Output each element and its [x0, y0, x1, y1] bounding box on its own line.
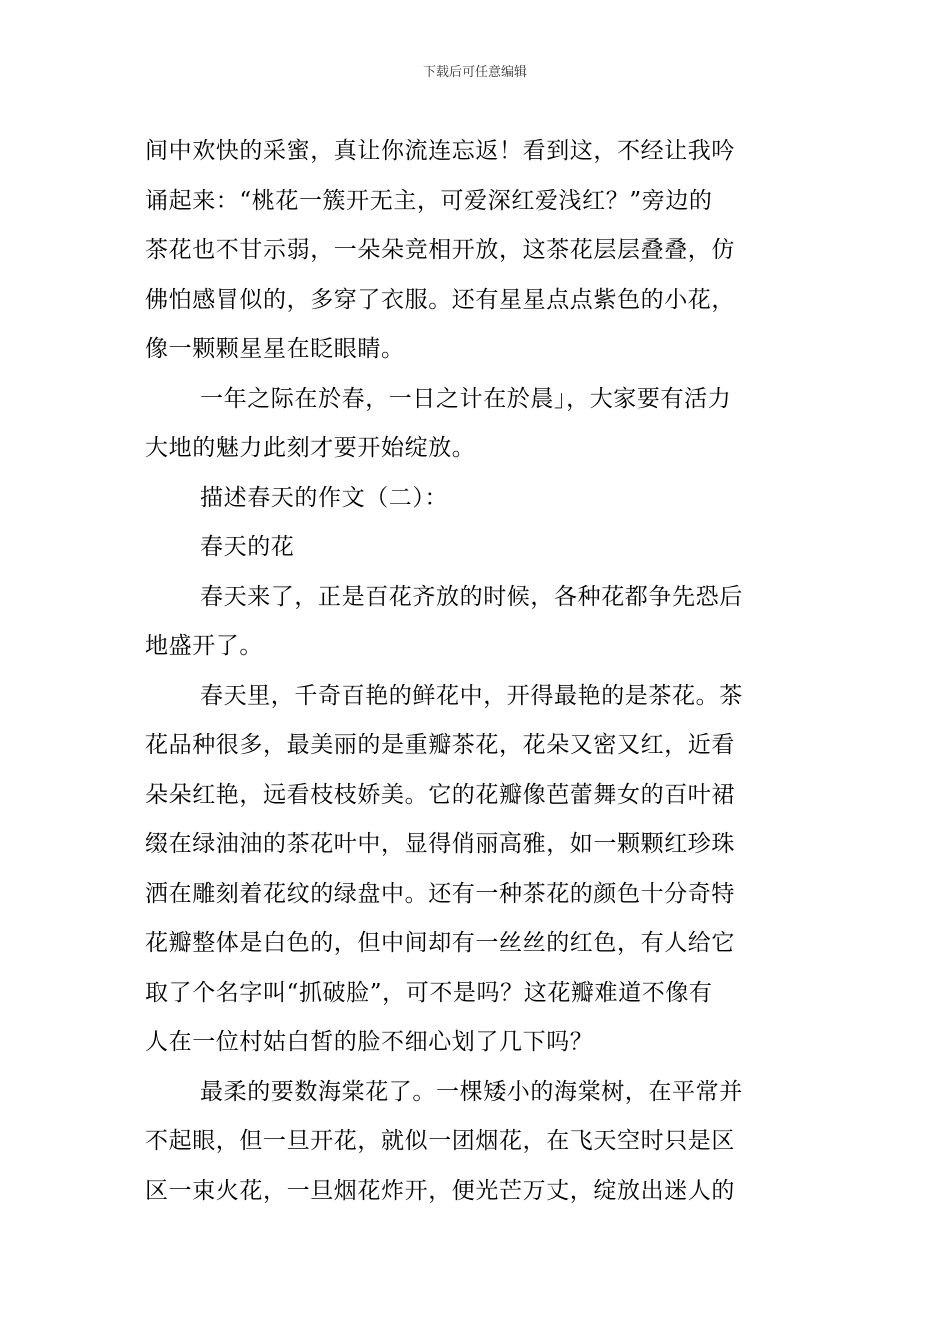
paragraph-5: [145, 1068, 810, 1217]
text-line: 花品种很多，最美丽的是重瓣茶花，花朵又密又红，近看: [145, 732, 735, 758]
text-line: 一年之际在於春，一日之计在於晨」，大家要有活力: [200, 385, 732, 412]
text-line: 取了个名字叫“抓破脸”，可不是吗？这花瓣难道不像有: [145, 979, 713, 1006]
text-line: 佛怕感冒似的，多穿了衣服。还有星星点点紫色的小花，: [145, 286, 735, 313]
section-heading: [145, 474, 810, 524]
text-line: 朵朵红艳，远看枝枝娇美。它的花瓣像芭蕾舞女的百叶裙: [145, 781, 735, 808]
text-line: 人在一位村姑白皙的脸不细心划了几下吗？: [145, 1029, 594, 1055]
document-body: [145, 127, 810, 1216]
text-line: 大地的魅力此刻才要开始绽放。: [145, 435, 476, 461]
text-line: 间中欢快的采蜜，真让你流连忘返！看到这，不经让我吟: [145, 138, 735, 164]
text-line: 春天里，千奇百艳的鲜花中，开得最艳的是茶花。茶: [200, 682, 743, 709]
text-line: 诵起来：“桃花一簇开无主，可爱深红爱浅红？”旁边的: [145, 187, 713, 214]
text-line: 洒在雕刻着花纹的绿盘中。还有一种茶花的颜色十分奇特: [145, 880, 735, 907]
page-header-note: 下载后可任意编辑: [422, 65, 527, 80]
paragraph-3: [145, 573, 810, 672]
paragraph-1: [145, 127, 810, 375]
text-line: 区一束火花，一旦烟花炸开，便光芒万丈，绽放出迷人的: [145, 1177, 735, 1204]
text-line: 缀在绿油油的茶花叶中，显得俏丽高雅，如一颗颗红珍珠: [145, 831, 735, 857]
text-line: 茶花也不甘示弱，一朵朵竞相开放，这茶花层层叠叠，仿: [145, 237, 735, 263]
text-line: 描述春天的作文（二）：: [200, 484, 449, 511]
text-line: 花瓣整体是白色的，但中间却有一丝丝的红色，有人给它: [145, 930, 735, 956]
essay-title: [145, 523, 810, 573]
text-line: 最柔的要数海棠花了。一棵矮小的海棠树，在平常并: [200, 1078, 743, 1105]
paragraph-2: [145, 375, 810, 474]
text-line: 春天的花: [200, 534, 295, 560]
text-line: 地盛开了。: [145, 633, 263, 659]
text-line: 不起眼，但一旦开花，就似一团烟花，在飞天空时只是区: [145, 1128, 735, 1154]
text-line: 像一颗颗星星在眨眼睛。: [145, 336, 405, 362]
paragraph-4: [145, 672, 810, 1068]
text-line: 春天来了，正是百花齐放的时候，各种花都争先恐后: [200, 583, 743, 610]
